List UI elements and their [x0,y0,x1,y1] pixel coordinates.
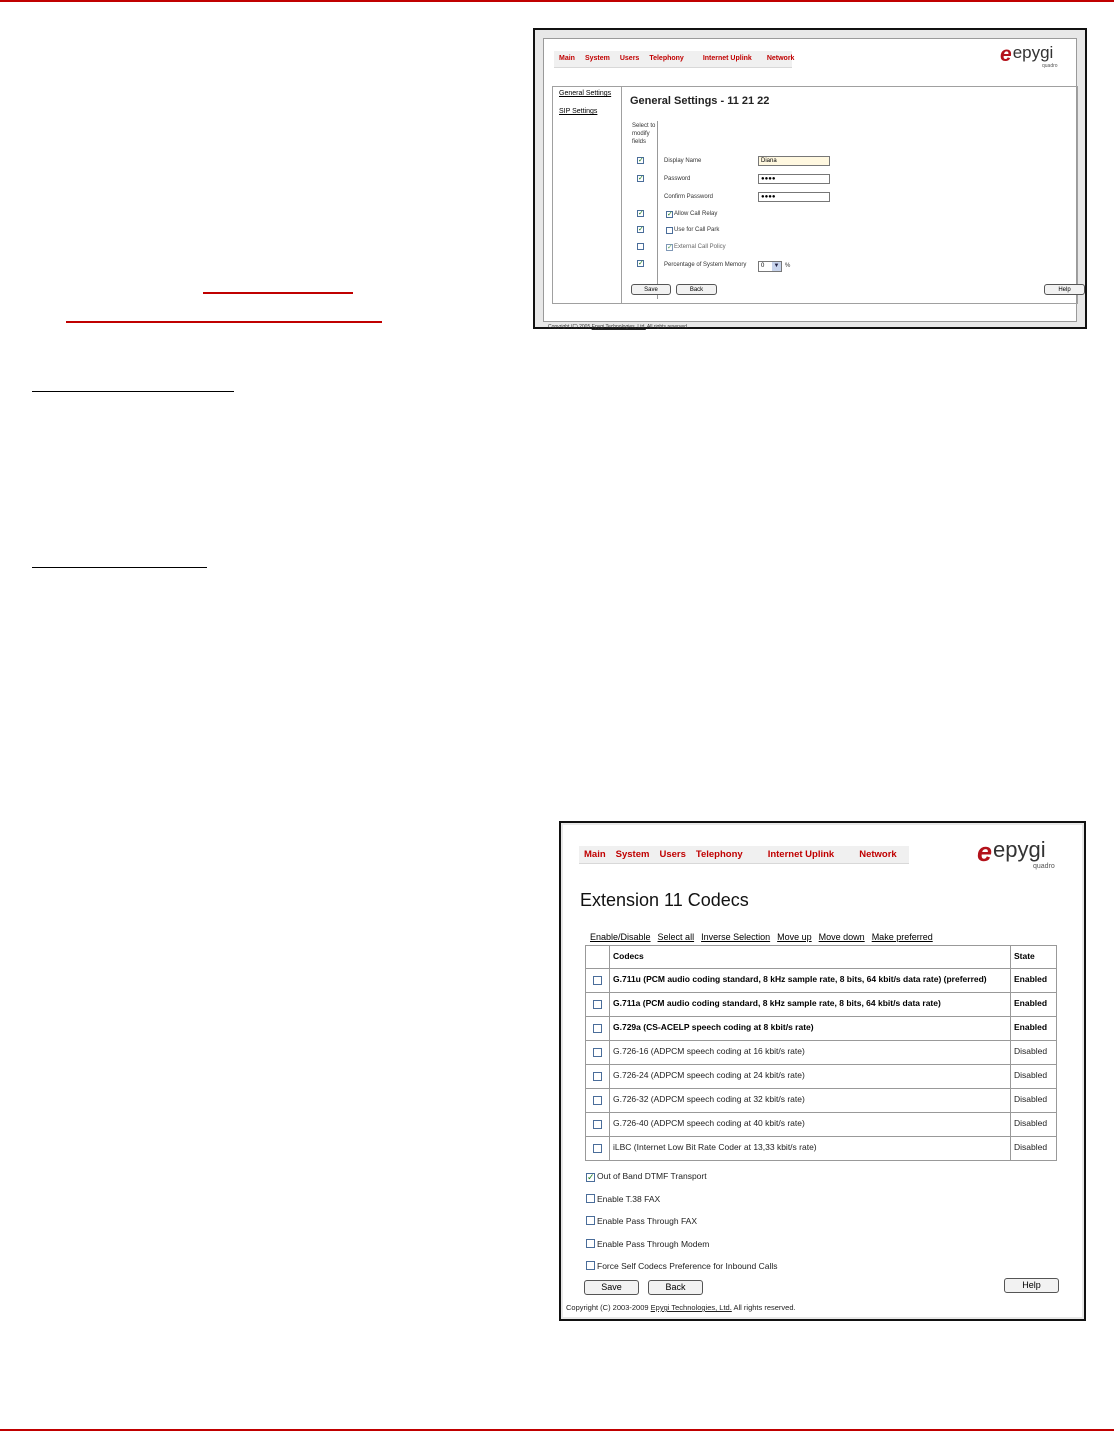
column-divider [1010,969,1011,992]
codec-state: Disabled [1014,1070,1048,1080]
general-settings-window [543,38,1077,330]
column-divider [609,1065,610,1088]
bottom-rule [0,1429,1114,1431]
row-checkbox[interactable] [593,1048,602,1057]
codec-name: G.726-24 (ADPCM speech coding at 24 kbit/s rate) [613,1070,805,1080]
force-self-codecs-option[interactable] [586,1261,777,1271]
enable-t38-fax-checkbox[interactable] [586,1194,595,1203]
table-row[interactable] [586,1040,1056,1064]
save-button[interactable]: Save [584,1280,639,1295]
column-divider [609,1017,610,1040]
system-memory-label: Percentage of System Memory [664,262,747,268]
make-preferred-link[interactable]: Make preferred [871,932,933,942]
row-checkbox[interactable] [593,1024,602,1033]
menu-internet-uplink[interactable]: Internet Uplink [767,849,835,860]
display-name-label: Display Name [664,158,702,164]
column-divider [1010,1065,1011,1088]
codec-state: Disabled [1014,1142,1048,1152]
codec-name: G.726-32 (ADPCM speech coding at 32 kbit/s rate) [613,1094,805,1104]
external-call-policy-checkbox[interactable]: ✓ [667,244,673,251]
table-row[interactable] [586,992,1056,1016]
pass-through-fax-checkbox[interactable] [586,1216,595,1225]
row-checkbox[interactable] [593,1144,602,1153]
page-title: Extension 11 Codecs [580,890,749,910]
logo-mark: e [1000,43,1012,66]
logo-word: epygi [993,837,1046,862]
percent-sign: % [785,263,791,269]
select-call-park-checkbox[interactable]: ✓ [638,226,644,233]
move-up-link[interactable]: Move up [777,932,812,942]
save-button[interactable]: Save [631,284,671,295]
copyright-suffix: All rights reserved. [731,1303,796,1312]
codecs-table [585,945,1057,1161]
column-divider [1010,1089,1011,1112]
confirm-password-field[interactable]: ●●●● [758,192,830,202]
column-divider [1010,946,1011,968]
force-self-codecs-checkbox[interactable] [586,1261,595,1270]
menu-network[interactable]: Network [766,55,795,62]
column-divider [1010,1041,1011,1064]
top-rule [0,0,1114,2]
row-checkbox[interactable] [593,976,602,985]
codec-state: Enabled [1014,998,1048,1008]
column-divider [1010,1113,1011,1136]
copyright-suffix: All rights reserved. [645,324,689,330]
codec-name: G.711u (PCM audio coding standard, 8 kHz sample rate, 8 bits, 64 kbit/s data rate) (preferred) [613,974,987,984]
table-header-row [586,946,1056,968]
password-label: Password [664,176,691,182]
menu-system[interactable]: System [584,55,610,62]
codecs-window [563,825,1082,1317]
allow-call-relay-label: Allow Call Relay [674,211,718,217]
logo-mark: e [977,837,993,867]
column-divider [1010,1137,1011,1160]
row-checkbox[interactable] [593,1120,602,1129]
codec-name: G.729a (CS-ACELP speech coding at 8 kbit/s rate) [613,1022,814,1032]
table-row[interactable] [586,1016,1056,1040]
help-button[interactable]: Help [1004,1278,1059,1293]
system-memory-value: 0 [761,263,765,269]
pass-through-fax-option[interactable] [586,1216,697,1226]
codec-state: Disabled [1014,1046,1048,1056]
out-of-band-dtmf-label: Out of Band DTMF Transport [597,1171,707,1181]
menu-telephony[interactable]: Telephony [695,849,743,860]
select-note: Select to modify fields [632,123,656,145]
confirm-password-label: Confirm Password [664,194,714,200]
out-of-band-dtmf-checkbox[interactable]: ✓ [587,1172,595,1182]
doc-section-underline-2 [32,567,207,568]
select-external-call-policy-checkbox[interactable] [637,243,644,250]
column-divider [609,946,610,968]
epygi-link[interactable]: Epygi Technologies, Ltd. [591,324,646,330]
select-allow-call-relay-checkbox[interactable]: ✓ [638,210,644,217]
codec-name: G.726-16 (ADPCM speech coding at 16 kbit/s rate) [613,1046,805,1056]
pass-through-modem-checkbox[interactable] [586,1239,595,1248]
menu-users[interactable]: Users [659,849,686,860]
row-checkbox[interactable] [593,1072,602,1081]
menu-network[interactable]: Network [859,849,897,860]
codec-state: Enabled [1014,974,1048,984]
menu-main[interactable]: Main [584,849,606,860]
state-column-header: State [1014,951,1035,961]
copyright-notice [548,324,688,330]
use-for-call-park-label: Use for Call Park [674,227,720,233]
help-button[interactable]: Help [1044,284,1085,295]
codecs-screenshot [559,821,1086,1321]
out-of-band-dtmf-option[interactable] [586,1171,707,1182]
copyright-notice [566,1303,796,1312]
table-row[interactable] [586,1136,1056,1160]
back-button[interactable]: Back [648,1280,703,1295]
inverse-selection-link[interactable]: Inverse Selection [701,932,771,942]
column-divider [1010,1017,1011,1040]
select-display-name-checkbox[interactable]: ✓ [638,157,644,164]
menu-system[interactable]: System [615,849,650,860]
page-title: General Settings - 11 21 22 [630,95,770,107]
display-name-field[interactable]: Diana [758,156,830,166]
table-row[interactable] [586,1064,1056,1088]
pass-through-modem-option[interactable] [586,1239,709,1249]
column-divider [609,993,610,1016]
back-button[interactable]: Back [676,284,717,295]
select-all-link[interactable]: Select all [657,932,695,942]
sidebar-item-general-settings[interactable]: General Settings [559,90,612,97]
doc-link-underline-2 [66,321,382,323]
select-password-checkbox[interactable]: ✓ [638,175,644,182]
table-row[interactable] [586,968,1056,992]
use-for-call-park-checkbox[interactable] [666,227,673,234]
menu-users[interactable]: Users [619,55,640,62]
sidebar-item-sip-settings[interactable]: SIP Settings [559,108,598,115]
doc-link-underline-1 [203,292,353,294]
main-menu-bar [554,51,795,68]
column-divider [657,121,658,299]
codec-name: G.711a (PCM audio coding standard, 8 kHz sample rate, 8 bits, 64 kbit/s data rate) [613,998,941,1008]
epygi-link[interactable]: Epygi Technologies, Ltd. [650,1303,732,1312]
logo-word: epygi [1012,43,1054,62]
column-divider [609,969,610,992]
column-divider [609,1041,610,1064]
logo-subtitle: quadro [1042,63,1058,69]
codec-state: Enabled [1014,1022,1048,1032]
codec-name: G.726-40 (ADPCM speech coding at 40 kbit/s rate) [613,1118,805,1128]
codec-name: iLBC (Internet Low Bit Rate Coder at 13,33 kbit/s rate) [613,1142,817,1152]
system-memory-select[interactable] [758,261,782,272]
menu-internet-uplink[interactable]: Internet Uplink [702,55,752,62]
external-call-policy-label: External Call Policy [674,244,726,250]
table-row[interactable] [586,1112,1056,1136]
pass-through-fax-label: Enable Pass Through FAX [597,1216,698,1226]
menu-telephony[interactable]: Telephony [649,55,684,62]
column-divider [609,1137,610,1160]
codecs-column-header: Codecs [613,951,644,961]
enable-disable-link[interactable]: Enable/Disable [590,932,651,942]
column-divider [1010,993,1011,1016]
enable-t38-fax-label: Enable T.38 FAX [597,1194,661,1204]
logo-subtitle: quadro [1033,863,1055,870]
general-settings-screenshot [533,28,1087,329]
codec-state: Disabled [1014,1118,1048,1128]
table-row[interactable] [586,1088,1056,1112]
menu-main[interactable]: Main [559,55,575,62]
move-down-link[interactable]: Move down [818,932,865,942]
pass-through-modem-label: Enable Pass Through Modem [597,1239,710,1249]
chevron-down-icon[interactable]: ▼ [773,263,780,269]
copyright-prefix: Copyright (C) 2003-2009 [566,1303,651,1312]
main-menu-bar [579,846,909,864]
codec-state: Disabled [1014,1094,1048,1104]
doc-section-underline-1 [32,391,234,392]
password-field[interactable]: ●●●● [758,174,830,184]
copyright-prefix: Copyright (C) 2005 [548,324,592,330]
select-system-memory-checkbox[interactable]: ✓ [638,260,644,267]
codec-actions [590,932,940,942]
row-checkbox[interactable] [593,1000,602,1009]
column-divider [609,1089,610,1112]
column-divider [609,1113,610,1136]
row-checkbox[interactable] [593,1096,602,1105]
settings-content [552,86,1078,304]
allow-call-relay-checkbox[interactable]: ✓ [667,211,673,218]
force-self-codecs-label: Force Self Codecs Preference for Inbound Calls [597,1261,778,1271]
enable-t38-fax-option[interactable] [586,1194,660,1204]
sidebar-divider [621,87,622,303]
